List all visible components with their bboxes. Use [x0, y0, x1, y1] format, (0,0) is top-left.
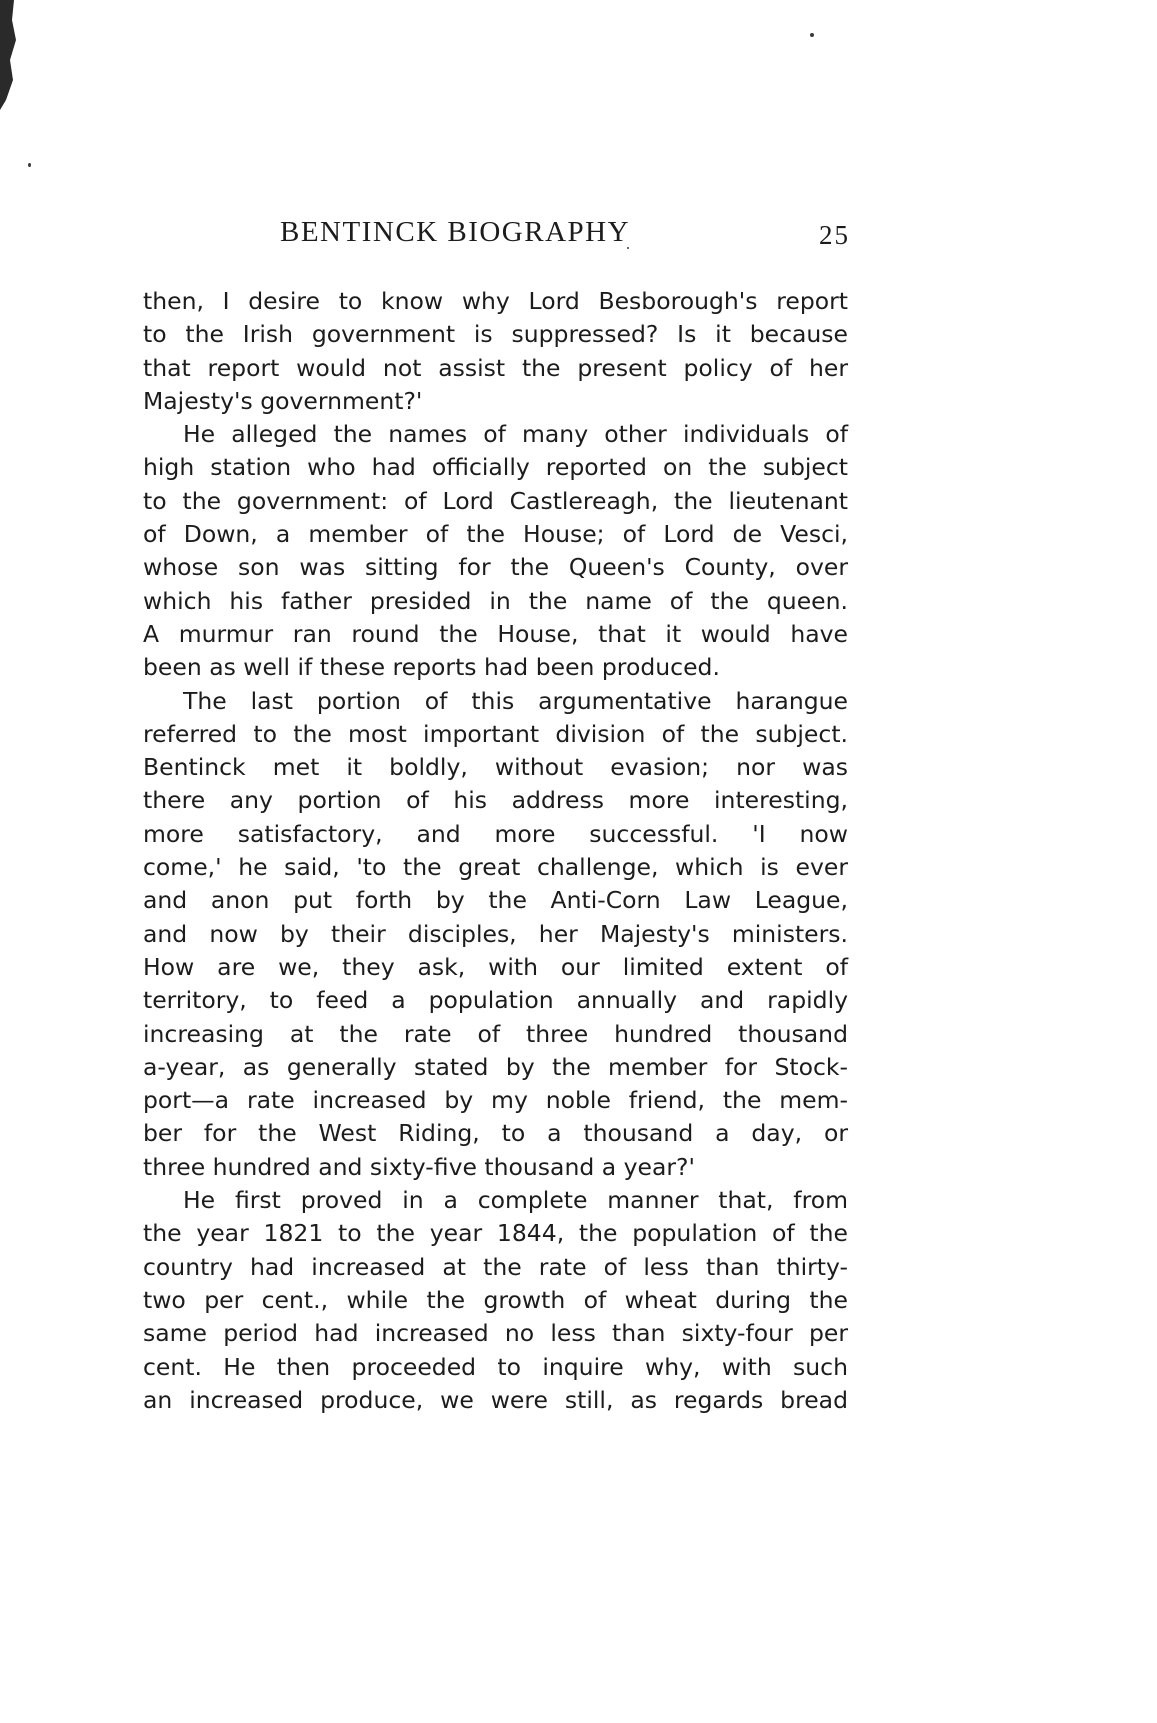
text-line: which his father presided in the name of the queen. [143, 586, 848, 615]
text-line: ber for the West Riding, to a thousand a day, or [143, 1119, 848, 1148]
scan-edge-shadow [0, 0, 22, 110]
running-head [140, 216, 850, 256]
page-number: 25 [819, 220, 850, 250]
text-line: A murmur ran round the House, that it would have [143, 619, 848, 648]
text-line: an increased produce, we were still, as regards bread [143, 1385, 848, 1414]
text-line: the year 1821 to the year 1844, the population of the [143, 1219, 848, 1248]
text-line: and anon put forth by the Anti-Corn Law League, [143, 886, 848, 915]
scan-speck [810, 33, 814, 37]
text-line: territory, to feed a population annually and rapidly [143, 986, 848, 1015]
scan-speck [28, 163, 31, 167]
text-line: How are we, they ask, with our limited extent of [143, 952, 848, 981]
text-line: country had increased at the rate of less than thirty- [143, 1252, 848, 1281]
text-line: same period had increased no less than sixty-four per [143, 1319, 848, 1348]
text-line: whose son was sitting for the Queen's County, over [143, 553, 848, 582]
text-line: Bentinck met it boldly, without evasion; nor was [143, 753, 848, 782]
text-line: and now by their disciples, her Majesty's ministers. [143, 919, 848, 948]
text-line: then, I desire to know why Lord Besborough's report [143, 287, 848, 315]
text-line: of Down, a member of the House; of Lord de Vesci, [143, 520, 848, 549]
text-line: port—a rate increased by my noble friend, the mem- [143, 1086, 848, 1115]
text-line: referred to the most important division of the subject. [143, 719, 848, 748]
text-line: that report would not assist the present policy of her [143, 353, 848, 382]
text-line: The last portion of this argumentative harangue [183, 686, 848, 715]
text-line: increasing at the rate of three hundred thousand [143, 1019, 848, 1048]
running-title: BENTINCK BIOGRAPHY [280, 216, 631, 248]
text-line: high station who had officially reported on the subject [143, 453, 848, 482]
text-line: to the Irish government is suppressed? Is it because [143, 320, 848, 349]
text-line: Majesty's government?' [143, 386, 423, 415]
text-line: there any portion of his address more interesting, [143, 786, 848, 815]
body-text [143, 285, 848, 1417]
text-line: to the government: of Lord Castlereagh, the lieutenant [143, 486, 848, 515]
text-line: been as well if these reports had been produced. [143, 653, 720, 682]
text-line: He alleged the names of many other individuals of [183, 420, 848, 449]
text-line: three hundred and sixty-five thousand a year?' [143, 1152, 695, 1181]
text-line: cent. He then proceeded to inquire why, with such [143, 1352, 848, 1381]
text-line: two per cent., while the growth of wheat during the [143, 1285, 848, 1314]
text-line: come,' he said, 'to the great challenge, which is ever [143, 853, 848, 882]
text-line: He first proved in a complete manner that, from [183, 1186, 848, 1215]
text-line: a-year, as generally stated by the member for Stock- [143, 1052, 848, 1081]
text-line: more satisfactory, and more successful. 'I now [143, 819, 848, 848]
